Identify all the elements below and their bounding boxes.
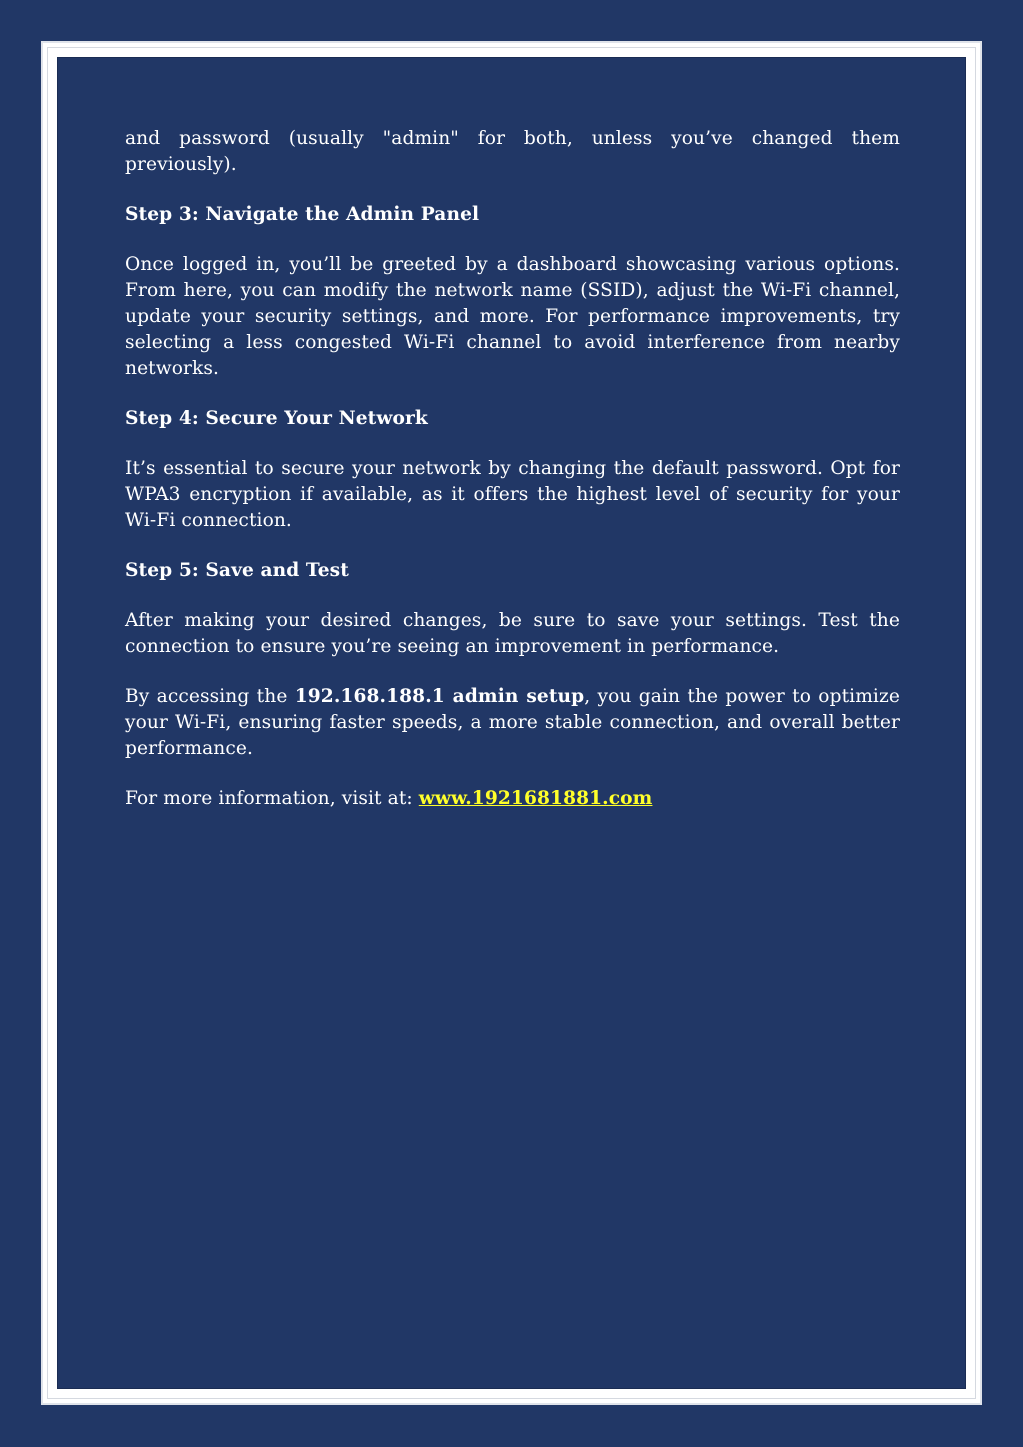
summary-suffix: , you gain the power to optimize your Wi-Fi, ensuring faster speeds, a more stable connection, and overall better performance. <box>125 686 900 759</box>
summary-prefix: By accessing the <box>125 686 295 707</box>
step5-paragraph: After making your desired changes, be sure to save your settings. Test the connection to ensure you’re seeing an improvement in performance. <box>125 610 900 657</box>
page-frame <box>41 41 982 1405</box>
summary-paragraph <box>125 684 900 762</box>
step3-heading: Step 3: Navigate the Admin Panel <box>125 204 480 225</box>
step4-paragraph: It’s essential to secure your network by changing the default password. Opt for WPA3 encryption if available, as it offers the highest level of security for your Wi-Fi connection. <box>125 458 900 531</box>
step3-paragraph: Once logged in, you’ll be greeted by a dashboard showcasing various options. From here, you can modify the network name (SSID), adjust the Wi-Fi channel, update your security settings, and more. For performance improvements, try selecting a less congested Wi-Fi channel to avoid interference from nearby networks. <box>125 254 900 379</box>
step4-heading: Step 4: Secure Your Network <box>125 408 428 429</box>
more-info-paragraph <box>125 786 900 812</box>
summary-keyword: 192.168.188.1 admin setup <box>294 686 585 707</box>
step5-heading: Step 5: Save and Test <box>125 560 349 581</box>
document-body <box>125 126 900 836</box>
website-link[interactable]: www.1921681881.com <box>418 788 653 809</box>
more-info-label: For more information, visit at: <box>125 788 419 809</box>
document-page <box>57 57 966 1389</box>
intro-paragraph: and password (usually "admin" for both, unless you’ve changed them previously). <box>125 128 900 175</box>
